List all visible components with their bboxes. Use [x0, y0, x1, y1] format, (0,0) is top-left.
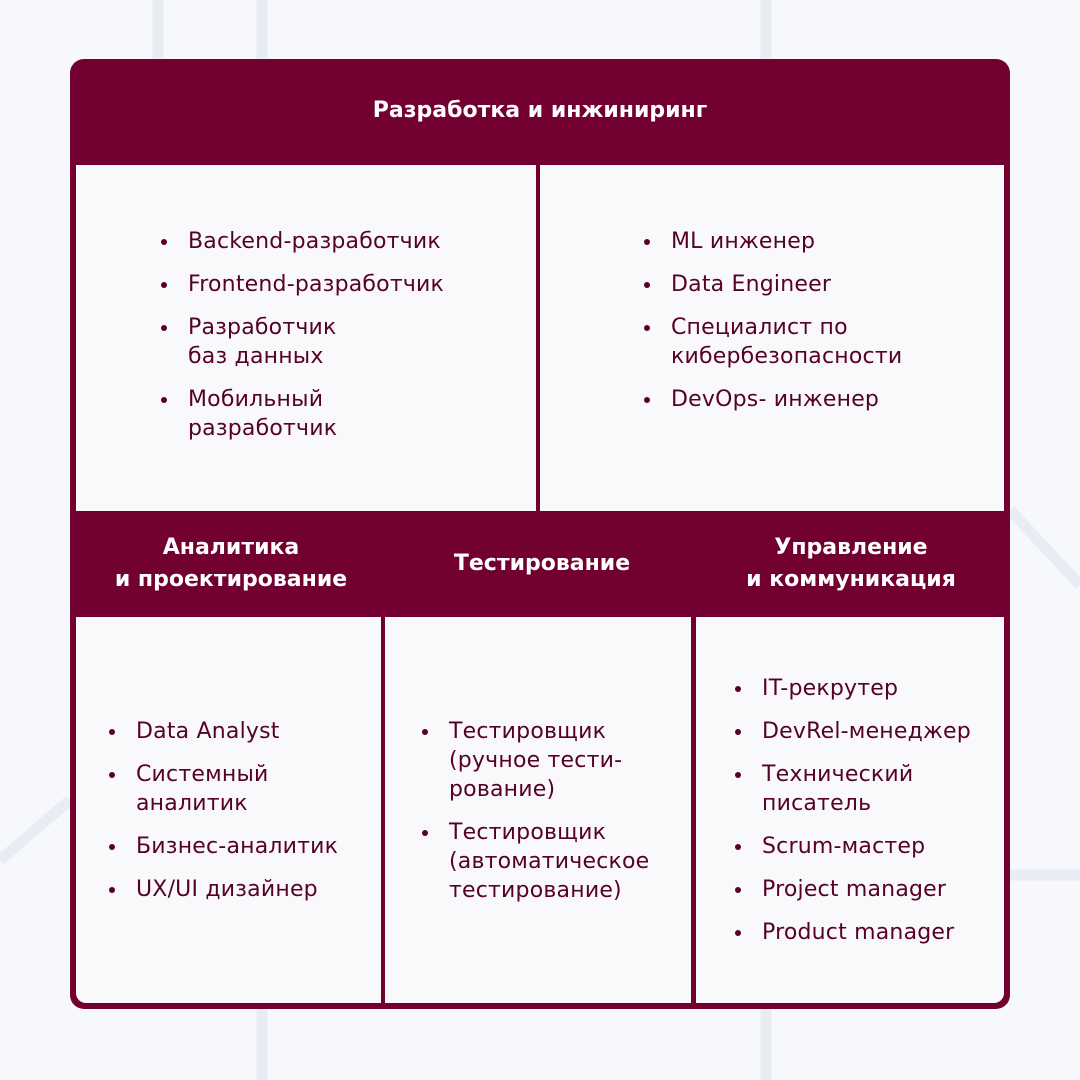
list-item: Scrum-мастер: [734, 832, 971, 861]
list-item: Project manager: [734, 875, 971, 904]
cell-engineering-left: [76, 165, 536, 511]
list-item: Технический писатель: [734, 760, 971, 818]
list-engineering-right: [643, 227, 902, 428]
cell-management: [696, 617, 1004, 1003]
professions-diagram: [70, 59, 1010, 1009]
cell-testing: [385, 617, 691, 1003]
list-item: Data Analyst: [108, 717, 338, 746]
list-item: Мобильный разработчик: [160, 385, 444, 443]
list-item: UX/UI дизайнер: [108, 875, 338, 904]
list-engineering-left: [160, 227, 444, 457]
list-item: DevOps- инженер: [643, 385, 902, 414]
header-testing: Тестирование: [453, 551, 631, 576]
list-item: Тестировщик (ручное тести- рование): [421, 717, 649, 804]
list-testing: [421, 717, 649, 919]
list-item: Frontend-разработчик: [160, 270, 444, 299]
list-item: Разработчик баз данных: [160, 313, 444, 371]
list-item: Системный аналитик: [108, 760, 338, 818]
list-item: Product manager: [734, 918, 971, 947]
list-item: DevRel-менеджер: [734, 717, 971, 746]
list-item: ML инженер: [643, 227, 902, 256]
cell-engineering-right: [540, 165, 1004, 511]
cell-analytics: [76, 617, 381, 1003]
list-item: IT-рекрутер: [734, 674, 971, 703]
header-analytics: Аналитика и проектирование: [114, 535, 348, 592]
header-engineering: Разработка и инжиниринг: [372, 98, 708, 123]
header-management: Управление и коммуникация: [746, 535, 956, 592]
list-item: Backend-разработчик: [160, 227, 444, 256]
list-item: Тестировщик (автоматическое тестирование): [421, 818, 649, 905]
list-analytics: [108, 717, 338, 918]
list-management: [734, 674, 971, 961]
list-item: Бизнес-аналитик: [108, 832, 338, 861]
list-item: Data Engineer: [643, 270, 902, 299]
list-item: Специалист по кибербезопасности: [643, 313, 902, 371]
